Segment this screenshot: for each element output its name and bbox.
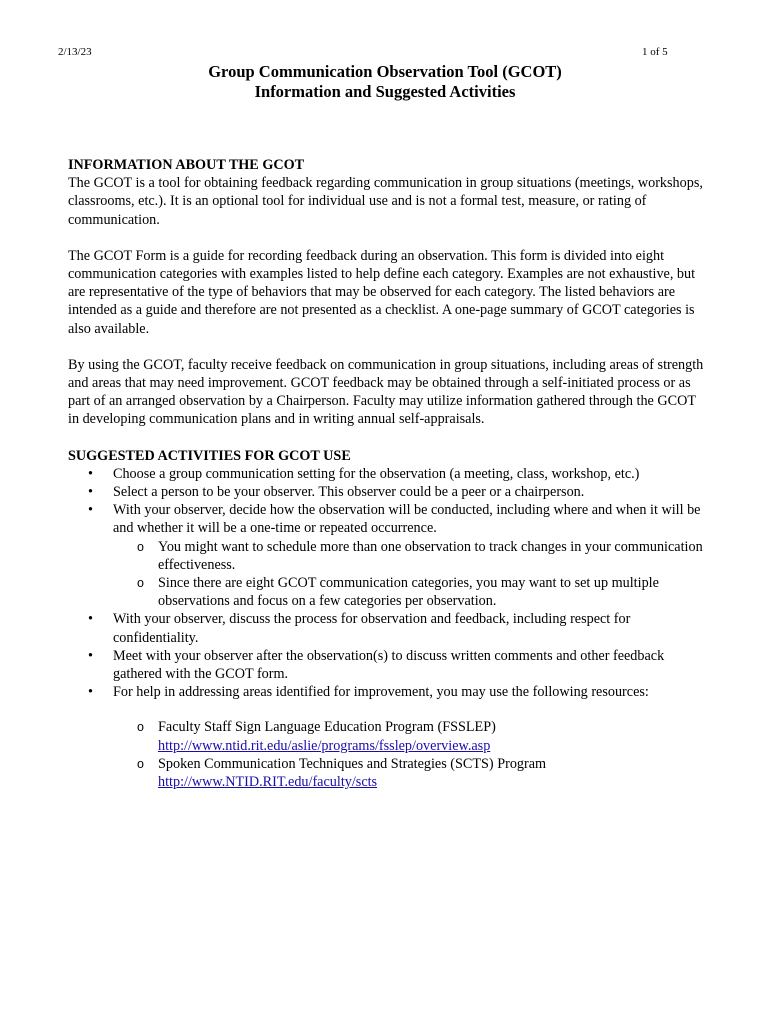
activities-heading: SUGGESTED ACTIVITIES FOR GCOT USE (68, 447, 351, 464)
resource-link-fsslep[interactable]: http://www.ntid.rit.edu/aslie/programs/fsslep/overview.asp (158, 737, 491, 754)
title-line-2: Information and Suggested Activities (254, 82, 516, 101)
sub-list-item-text: Since there are eight GCOT communication categories, you may want to set up multiple observations and focus on a few categories per observation. (158, 575, 659, 610)
bullet-icon: • (88, 647, 93, 664)
list-item (68, 501, 708, 610)
bullet-icon: • (88, 502, 93, 519)
activities-list (68, 465, 708, 702)
list-item (68, 647, 708, 683)
sub-list (113, 538, 708, 611)
list-item-text: Select a person to be your observer. This observer could be a peer or a chairperson. (113, 484, 585, 501)
resource-item (113, 718, 708, 754)
bullet-icon: • (88, 484, 93, 501)
title-line-1: Group Communication Observation Tool (GCOT) (208, 62, 562, 81)
info-heading: INFORMATION ABOUT THE GCOT (68, 157, 305, 173)
resources-sub-list (113, 718, 708, 791)
page-date: 2/13/23 (58, 46, 92, 58)
list-item-text: With your observer, decide how the observation will be conducted, including where and when it will be and whether it will be a one-time or repeated occurrence. (113, 502, 701, 537)
list-item (68, 610, 708, 646)
sub-list-item (113, 574, 708, 610)
sub-bullet-icon: o (137, 756, 144, 771)
document-title (0, 62, 770, 102)
resources-list (68, 718, 708, 791)
info-paragraph-2: The GCOT Form is a guide for recording feedback during an observation. This form is divided into eight communication categories with examples listed to help define each category. Examples are not exhaustive, but are representative of the type of behaviors that may be observed for each category. The listed behaviors are intended as a guide and therefore are not presented as a checklist. A one-page summary of GCOT categories is also available. (68, 247, 696, 337)
list-item-text: For help in addressing areas identified for improvement, you may use the following resources: (113, 684, 649, 701)
sub-bullet-icon: o (137, 576, 144, 591)
page-number: 1 of 5 (642, 46, 668, 58)
info-paragraph-1: The GCOT is a tool for obtaining feedback regarding communication in group situations (meetings, workshops, classrooms, etc.). It is an optional tool for individual use and is not a formal test, measure, or rating of communication. (68, 175, 703, 228)
list-item-text: Choose a group communication setting for the observation (a meeting, class, workshop, etc.) (113, 465, 640, 482)
sub-bullet-icon: o (137, 539, 144, 554)
bullet-icon: • (88, 465, 93, 482)
resource-name: Spoken Communication Techniques and Strategies (SCTS) Program (158, 755, 547, 772)
sub-list-item-text: You might want to schedule more than one observation to track changes in your communication effectiveness. (158, 538, 703, 573)
sub-bullet-icon: o (137, 720, 144, 735)
document-body (68, 156, 708, 791)
resource-name: Faculty Staff Sign Language Education Program (FSSLEP) (158, 719, 496, 736)
list-item (68, 483, 708, 501)
list-item (68, 465, 708, 483)
bullet-icon: • (88, 684, 93, 701)
resource-link-scts[interactable]: http://www.NTID.RIT.edu/faculty/scts (158, 774, 378, 791)
resource-item (113, 755, 708, 791)
bullet-icon: • (88, 611, 93, 628)
sub-list-item (113, 538, 708, 574)
list-item-text: Meet with your observer after the observation(s) to discuss written comments and other feedback gathered with the GCOT form. (113, 647, 665, 683)
info-paragraph-3: By using the GCOT, faculty receive feedback on communication in group situations, including areas of strength and areas that may need improvement. GCOT feedback may be obtained through a self-initiated process or as part of an arranged observation by a Chairperson. Faculty may utilize information gathered through the GCOT in developing communication plans and in writing annual self-appraisals. (68, 356, 704, 428)
list-item-text: With your observer, discuss the process for observation and feedback, including respect for confidentiality. (113, 611, 631, 646)
list-item (68, 683, 708, 701)
